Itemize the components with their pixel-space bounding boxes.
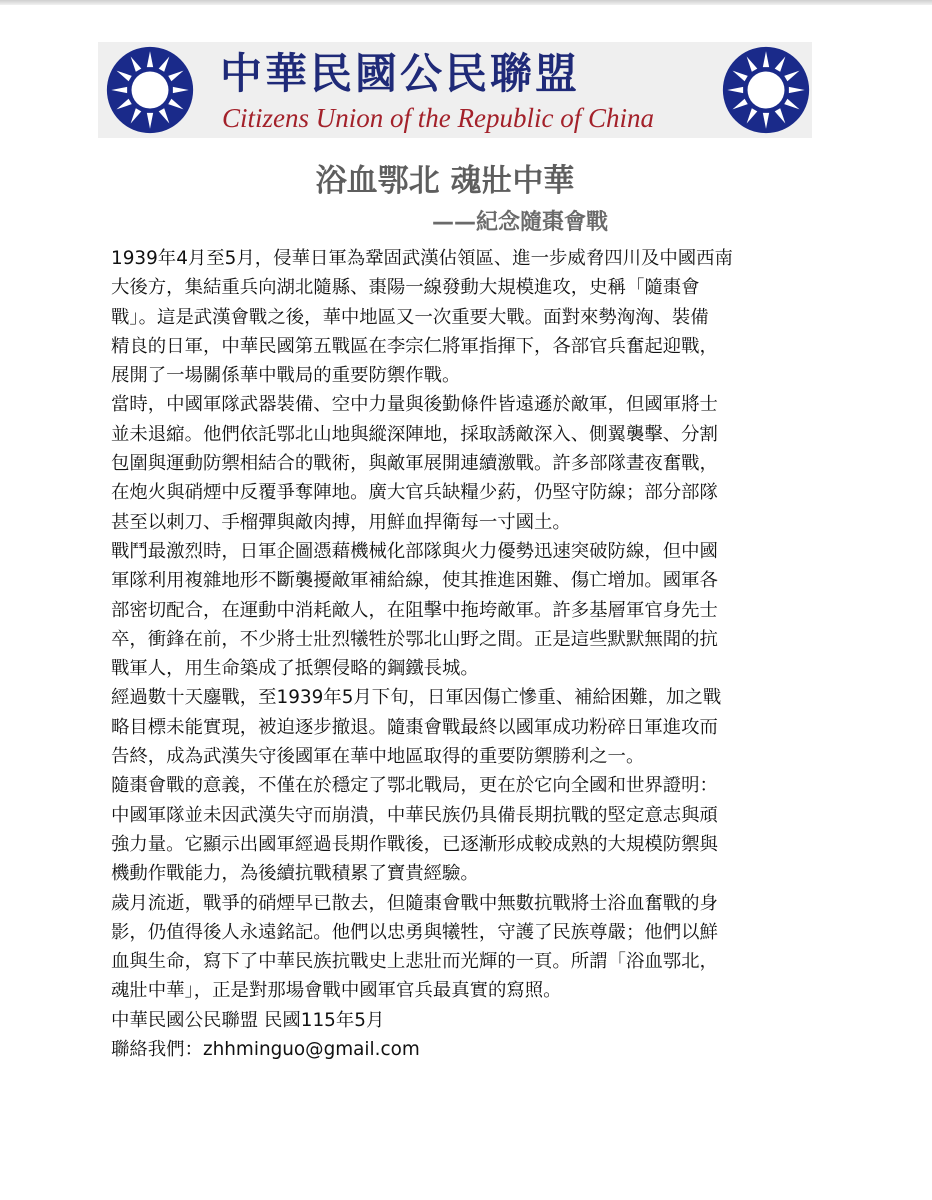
- article-paragraph: 隨棗會戰的意義，不僅在於穩定了鄂北戰局，更在於它向全國和世界證明： 中國軍隊並未因武漢失守而崩潰，中華民族仍具備長期抗戰的堅定意志與頑 強力量。它顯示出國軍經過長期作戰後，已逐漸形成較成熟的大規模防禦與 機動作戰能力，為後續抗戰積累了寶貴經驗。: [111, 775, 718, 885]
- article-paragraph: 1939年4月至5月，侵華日軍為鞏固武漢佔領區、進一步威脅四川及中國西南 大後方，集結重兵向湖北隨縣、棗陽一線發動大規模進攻，史稱「隨棗會 戰」。這是武漢會戰之後，華中地區又一次重要大戰。面對來勢洶洶、裝備 精良的日軍，中華民國第五戰區在李宗仁將軍指揮下，各部官兵奮起迎戰， 展開了一場關係華中戰局的重要防禦作戰。: [111, 248, 733, 387]
- top-edge-bar: [0, 0, 932, 5]
- article-paragraph: 經過數十天鏖戰，至1939年5月下旬，日軍因傷亡慘重、補給困難，加之戰 略目標未能實現，被迫逐步撤退。隨棗會戰最終以國軍成功粉碎日軍進攻而 告終，成為武漢失守後國軍在華中地區取得的重要防禦勝利之一。: [111, 687, 722, 768]
- article-body: [111, 244, 817, 1064]
- organization-banner: [98, 42, 812, 138]
- article-subheadline: ——紀念隨棗會戰: [432, 210, 609, 235]
- article-signature: 中華民國公民聯盟 民國115年5月: [111, 1009, 385, 1031]
- organization-name-english: Citizens Union of the Republic of China: [222, 103, 654, 133]
- article-paragraph: 戰鬥最激烈時，日軍企圖憑藉機械化部隊與火力優勢迅速突破防線，但中國 軍隊利用複雜地形不斷襲擾敵軍補給線，使其推進困難、傷亡增加。國軍各 部密切配合，在運動中消耗敵人，在阻擊中拖垮敵軍。許多基層軍官身先士 卒，衝鋒在前，不少將士壯烈犧牲於鄂北山野之間。正是這些默默無聞的抗 戰軍人，用生命築成了抵禦侵略的鋼鐵長城。: [111, 540, 718, 680]
- blue-sky-white-sun-icon: [722, 46, 810, 134]
- article-paragraph: 歲月流逝，戰爭的硝煙早已散去，但隨棗會戰中無數抗戰將士浴血奮戰的身 影，仍值得後人永遠銘記。他們以忠勇與犧牲，守護了民族尊嚴；他們以鮮 血與生命，寫下了中華民族抗戰史上悲壯而光輝的一頁。所謂「浴血鄂北， 魂壯中華」，正是對那場會戰中國軍官兵最真實的寫照。: [111, 892, 718, 1002]
- article-headline: 浴血鄂北 魂壯中華: [315, 163, 575, 199]
- contact-line: 聯絡我們：zhhminguo@gmail.com: [111, 1039, 420, 1061]
- blue-sky-white-sun-icon: [106, 46, 194, 134]
- organization-name: 中華民國公民聯盟: [220, 49, 581, 98]
- article-paragraph: 當時，中國軍隊武器裝備、空中力量與後勤條件皆遠遜於敵軍，但國軍將士 並未退縮。他們依託鄂北山地與縱深陣地，採取誘敵深入、側翼襲擊、分割 包圍與運動防禦相結合的戰術，與敵軍展開連續激戰。許多部隊晝夜奮戰， 在炮火與硝煙中反覆爭奪陣地。廣大官兵缺糧少葯，仍堅守防線；部分部隊 甚至以刺刀、手榴彈與敵肉搏，用鮮血捍衛每一寸國土。: [111, 394, 718, 533]
